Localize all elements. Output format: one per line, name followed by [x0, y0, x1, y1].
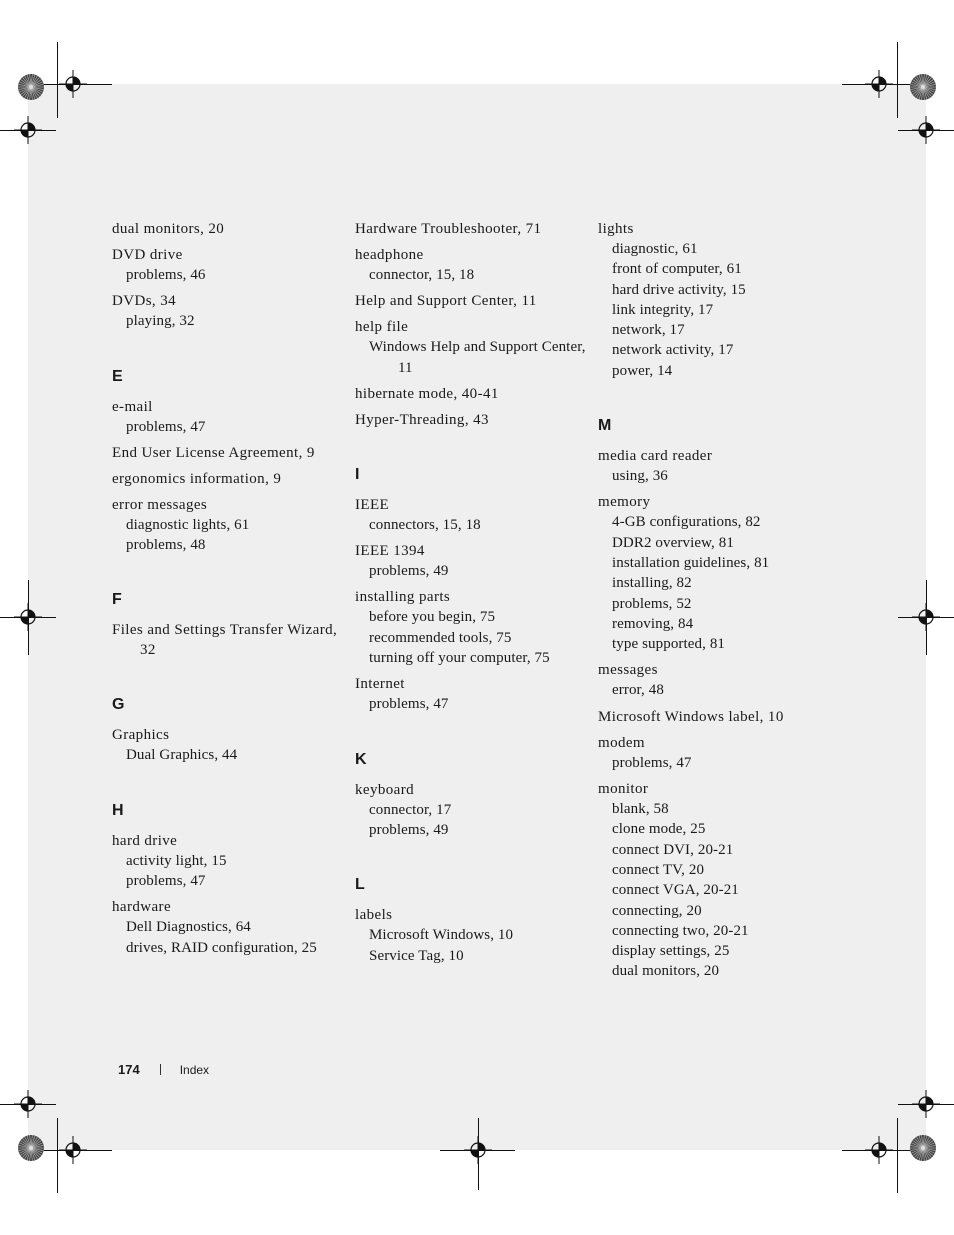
index-subterm: problems, 48 — [126, 537, 206, 554]
index-subterm: power, 14 — [612, 362, 673, 379]
index-term: IEEE — [355, 496, 390, 513]
index-entry — [355, 495, 587, 535]
index-entry — [598, 219, 828, 381]
index-entry — [598, 733, 828, 773]
crosshair-icon — [59, 1136, 87, 1164]
index-term: Help and Support Center, 11 — [355, 293, 537, 310]
index-subterm: connect VGA, 20-21 — [612, 882, 739, 899]
crop-line — [897, 42, 898, 118]
index-subterm: using, 36 — [612, 468, 668, 485]
crosshair-icon — [865, 1136, 893, 1164]
crosshair-icon — [464, 1136, 492, 1164]
index-term: Hyper-Threading, 43 — [355, 411, 489, 428]
index-entry — [112, 831, 344, 892]
crosshair-icon — [14, 603, 42, 631]
index-subterm: dual monitors, 20 — [612, 963, 720, 980]
section-letter-heading: I — [355, 465, 360, 483]
index-subterm: error, 48 — [612, 682, 664, 699]
index-subterm: Dell Diagnostics, 64 — [126, 919, 251, 936]
index-subterm: Service Tag, 10 — [369, 947, 464, 964]
index-term: Internet — [355, 676, 405, 693]
index-term: headphone — [355, 247, 424, 263]
index-subterm: DDR2 overview, 81 — [612, 534, 734, 551]
section-letter-heading: L — [355, 876, 365, 894]
index-entry — [355, 384, 587, 404]
crosshair-icon — [865, 70, 893, 98]
footer-divider — [160, 1064, 161, 1075]
crosshair-icon — [14, 116, 42, 144]
index-entry — [355, 541, 587, 581]
index-subterm: installation guidelines, 81 — [612, 554, 770, 571]
index-term: e-mail — [112, 398, 153, 415]
crosshair-icon — [912, 116, 940, 144]
index-subterm: problems, 46 — [126, 267, 206, 283]
registration-target-icon — [909, 1134, 937, 1162]
crosshair-icon — [912, 1090, 940, 1118]
index-entry — [598, 492, 828, 654]
index-subterm: connector, 15, 18 — [369, 267, 475, 283]
index-term: End User License Agreement, 9 — [112, 444, 315, 461]
index-term: Microsoft Windows label, 10 — [598, 708, 784, 725]
registration-target-icon — [17, 1134, 45, 1162]
index-entry — [355, 291, 587, 311]
index-subterm: turning off your computer, 75 — [369, 650, 550, 667]
index-subterm: Dual Graphics, 44 — [126, 747, 238, 764]
index-term: Files and Settings Transfer Wizard, 32 — [112, 622, 338, 659]
index-subterm: blank, 58 — [612, 801, 669, 818]
crosshair-icon — [59, 70, 87, 98]
section-letter-heading: E — [112, 367, 123, 385]
index-entry — [112, 469, 344, 489]
index-entry — [112, 443, 344, 463]
index-subterm: Windows Help and Support Center, 11 — [369, 339, 586, 376]
index-column-1 — [112, 219, 344, 964]
index-term: hibernate mode, 40-41 — [355, 385, 499, 402]
index-subterm: problems, 47 — [369, 696, 449, 713]
page-number: 174 — [118, 1062, 140, 1077]
index-term: hard drive — [112, 832, 178, 849]
index-entry — [112, 725, 344, 765]
index-entry — [355, 219, 587, 239]
index-entry — [355, 245, 587, 285]
index-entry — [112, 291, 344, 331]
section-letter-heading: G — [112, 696, 125, 714]
index-entry — [112, 219, 344, 239]
index-term: media card reader — [598, 448, 713, 465]
index-subterm: Microsoft Windows, 10 — [369, 927, 514, 944]
index-subterm: problems, 47 — [126, 873, 206, 890]
index-subterm: network activity, 17 — [612, 342, 734, 359]
page-footer — [118, 1062, 209, 1077]
index-entry — [355, 780, 587, 841]
index-subterm: hard drive activity, 15 — [612, 281, 746, 298]
index-entry — [112, 620, 344, 660]
index-entry — [598, 707, 828, 727]
index-subterm: connect TV, 20 — [612, 861, 705, 878]
index-subterm: activity light, 15 — [126, 852, 227, 869]
index-entry — [355, 674, 587, 714]
index-subterm: diagnostic lights, 61 — [126, 516, 250, 533]
index-subterm: connector, 17 — [369, 801, 452, 818]
section-letter-heading: F — [112, 591, 122, 609]
index-subterm: display settings, 25 — [612, 943, 730, 960]
index-subterm: connecting, 20 — [612, 902, 702, 919]
index-entry — [598, 660, 828, 700]
index-entry — [598, 446, 828, 486]
index-term: Hardware Troubleshooter, 71 — [355, 221, 542, 237]
crop-line — [57, 42, 58, 118]
index-entry — [112, 245, 344, 285]
index-subterm: type supported, 81 — [612, 636, 726, 653]
index-term: dual monitors, 20 — [112, 221, 225, 237]
index-entry — [355, 410, 587, 430]
index-subterm: before you begin, 75 — [369, 609, 496, 626]
index-subterm: installing, 82 — [612, 575, 692, 592]
index-entry — [355, 317, 587, 378]
index-column-2 — [355, 219, 587, 972]
section-letter-heading: K — [355, 750, 367, 768]
index-subterm: problems, 47 — [126, 418, 206, 435]
index-entry — [598, 779, 828, 982]
index-subterm: problems, 52 — [612, 595, 692, 612]
index-term: monitor — [598, 781, 649, 798]
index-term: modem — [598, 734, 645, 751]
index-subterm: link integrity, 17 — [612, 301, 714, 318]
index-subterm: connect DVI, 20-21 — [612, 841, 734, 858]
index-subterm: removing, 84 — [612, 615, 694, 632]
crop-line — [897, 1118, 898, 1193]
crosshair-icon — [912, 603, 940, 631]
registration-target-icon — [17, 73, 45, 101]
index-subterm: recommended tools, 75 — [369, 629, 512, 646]
index-term: Graphics — [112, 727, 170, 744]
crop-line — [57, 1118, 58, 1193]
index-subterm: 4-GB configurations, 82 — [612, 514, 761, 531]
index-subterm: clone mode, 25 — [612, 821, 706, 838]
index-subterm: diagnostic, 61 — [612, 241, 698, 257]
index-entry — [355, 587, 587, 668]
section-letter-heading: H — [112, 801, 124, 819]
index-subterm: problems, 49 — [369, 821, 449, 838]
crosshair-icon — [14, 1090, 42, 1118]
index-column-3 — [598, 219, 828, 988]
footer-section-label: Index — [179, 1062, 210, 1077]
index-term: keyboard — [355, 781, 415, 798]
index-subterm: connectors, 15, 18 — [369, 516, 481, 533]
index-term: hardware — [112, 899, 171, 916]
index-term: DVDs, 34 — [112, 293, 177, 310]
index-term: IEEE 1394 — [355, 543, 425, 560]
index-term: lights — [598, 221, 634, 237]
index-entry — [112, 397, 344, 437]
index-entry — [355, 905, 587, 966]
index-term: messages — [598, 662, 658, 679]
index-term: error messages — [112, 496, 208, 513]
index-term: installing parts — [355, 589, 451, 606]
index-term: DVD drive — [112, 247, 183, 263]
index-term: ergonomics information, 9 — [112, 470, 282, 487]
index-subterm: problems, 49 — [369, 563, 449, 580]
index-subterm: drives, RAID configuration, 25 — [126, 939, 317, 956]
index-subterm: connecting two, 20-21 — [612, 922, 749, 939]
index-term: memory — [598, 494, 651, 511]
registration-target-icon — [909, 73, 937, 101]
index-subterm: network, 17 — [612, 322, 685, 339]
index-entry — [112, 897, 344, 958]
index-subterm: playing, 32 — [126, 313, 195, 330]
section-letter-heading: M — [598, 417, 612, 435]
index-entry — [112, 495, 344, 556]
index-term: help file — [355, 319, 409, 336]
index-subterm: front of computer, 61 — [612, 261, 742, 278]
index-subterm: problems, 47 — [612, 754, 692, 771]
index-term: labels — [355, 907, 393, 924]
